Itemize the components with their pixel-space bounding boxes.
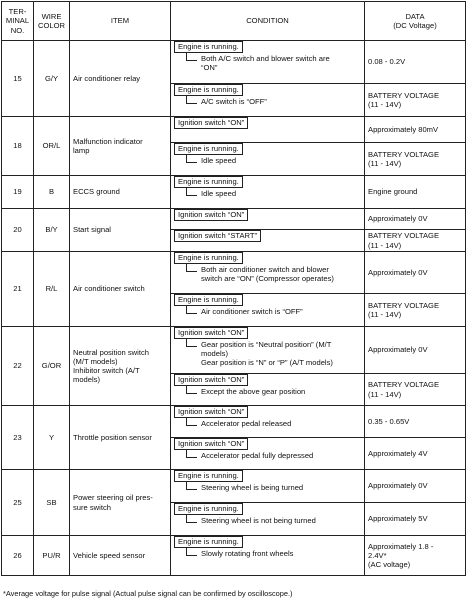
condition-cell <box>171 438 365 470</box>
data-value-cell <box>365 294 466 327</box>
condition-state <box>186 96 361 106</box>
wire-header-line: COLOR <box>37 21 65 30</box>
condition-state <box>186 53 361 72</box>
condition-control-box: Engine is running. <box>174 84 243 96</box>
condition-cell <box>171 470 365 503</box>
header-row <box>2 2 466 41</box>
terminal-header-line: TER- <box>8 7 27 17</box>
item-text-line: ECCS ground <box>73 187 120 197</box>
condition-state-text <box>201 515 361 525</box>
condition-control-box: Engine is running. <box>174 503 243 515</box>
item-text-line: (M/T models) <box>73 356 118 366</box>
terminal-number-cell: 15 <box>2 41 34 117</box>
item-text-line: Air conditioner switch <box>73 284 145 294</box>
terminal-number-cell: 23 <box>2 406 34 470</box>
data-value-cell <box>365 374 466 406</box>
item-cell <box>70 176 171 209</box>
wire-color-cell: Y <box>34 406 70 470</box>
state-text-line: Idle speed <box>201 189 237 198</box>
connector-bracket-icon <box>186 306 197 314</box>
data-value-line: BATTERY VOLTAGE <box>368 90 440 100</box>
wire-color-cell: G/OR <box>34 327 70 406</box>
data-header <box>365 2 466 41</box>
condition-cell <box>171 117 365 143</box>
condition-state-text <box>201 386 361 396</box>
condition-state-text <box>201 482 361 492</box>
wire-color-cell: R/L <box>34 252 70 327</box>
state-text-line: switch are “ON” (Compressor operates) <box>201 274 334 284</box>
data-value-line: BATTERY VOLTAGE <box>368 149 440 159</box>
condition-state-text <box>201 450 361 460</box>
connector-bracket-icon <box>186 339 197 347</box>
connector-bracket-icon <box>186 482 197 490</box>
table-row <box>2 41 466 84</box>
data-value-line: 0.08 - 0.2V <box>368 57 406 67</box>
data-value-line: Approximately 0V <box>368 481 428 491</box>
condition-header: CONDITION <box>171 2 365 41</box>
item-cell <box>70 41 171 117</box>
terminal-number-cell: 21 <box>2 252 34 327</box>
state-text-line: Idle speed <box>201 156 237 165</box>
condition-state-text <box>201 264 361 283</box>
table-row <box>2 209 466 230</box>
state-text-line: Both air conditioner switch and blower <box>201 265 329 274</box>
item-cell <box>70 470 171 536</box>
data-value-cell <box>365 230 466 252</box>
condition-control-box: Engine is running. <box>174 41 243 53</box>
data-value-cell <box>365 503 466 536</box>
condition-state-text <box>201 339 361 367</box>
item-text-line: lamp <box>73 146 90 155</box>
data-value-line: BATTERY VOLTAGE <box>368 231 440 241</box>
data-value-line: 2.4V* <box>368 550 387 560</box>
condition-state <box>186 450 361 460</box>
data-value-cell <box>365 470 466 503</box>
state-text-line: Accelerator pedal released <box>201 419 292 428</box>
item-text-line: Vehicle speed sensor <box>73 550 146 560</box>
data-value-line: Approximately 1.8 - <box>368 541 434 551</box>
data-value-cell <box>365 143 466 176</box>
data-value-line: Approximately 5V <box>368 514 428 524</box>
terminal-spec-table <box>1 1 466 576</box>
terminal-number-cell: 18 <box>2 117 34 176</box>
wire-color-header <box>34 2 70 41</box>
connector-bracket-icon <box>186 155 197 163</box>
condition-cell <box>171 374 365 406</box>
state-text-line: Gear position is “N” or “P” (A/T models) <box>201 358 333 368</box>
condition-control-box: Ignition switch “ON” <box>174 406 248 418</box>
condition-cell <box>171 252 365 294</box>
condition-state <box>186 482 361 492</box>
condition-state <box>186 155 361 165</box>
item-cell <box>70 327 171 406</box>
data-value-line: (AC voltage) <box>368 560 411 570</box>
connector-bracket-icon <box>186 386 197 394</box>
state-text-line: Except the above gear position <box>201 387 306 396</box>
terminal-number-cell: 20 <box>2 209 34 252</box>
data-value-cell <box>365 117 466 143</box>
table-row <box>2 470 466 503</box>
condition-control-box: Ignition switch “ON” <box>174 209 248 221</box>
item-text-line: Power steering oil pres- <box>73 493 153 503</box>
terminal-header-line: NO. <box>10 25 25 35</box>
item-text-line: Air conditioner relay <box>73 73 141 83</box>
item-text-line: sure switch <box>73 502 111 512</box>
condition-cell <box>171 536 365 576</box>
state-text-line: Slowly rotating front wheels <box>201 549 294 558</box>
table-row <box>2 536 466 576</box>
condition-state-text <box>201 418 361 428</box>
item-text-line: Throttle position sensor <box>73 432 152 442</box>
data-value-line: (11 - 14V) <box>368 159 402 168</box>
wire-color-cell: G/Y <box>34 41 70 117</box>
condition-cell <box>171 176 365 209</box>
terminal-number-cell: 26 <box>2 536 34 576</box>
condition-state-text <box>201 96 361 106</box>
item-text-line: Neutral position switch <box>73 347 149 357</box>
data-value-line: Approximately 0V <box>368 267 428 277</box>
item-text-line: Inhibitor switch (A/T <box>73 366 140 375</box>
item-cell <box>70 117 171 176</box>
condition-state <box>186 386 361 396</box>
connector-bracket-icon <box>186 188 197 196</box>
condition-control-box: Ignition switch “ON” <box>174 374 248 386</box>
state-text-line: Steering wheel is not being turned <box>201 516 316 525</box>
table-row <box>2 117 466 143</box>
table-row <box>2 406 466 438</box>
condition-cell <box>171 294 365 327</box>
data-value-cell <box>365 176 466 209</box>
wire-color-cell: SB <box>34 470 70 536</box>
data-value-line: (11 - 14V) <box>368 389 402 399</box>
condition-control-box: Engine is running. <box>174 176 243 188</box>
condition-state-text <box>201 188 361 198</box>
condition-cell <box>171 143 365 176</box>
condition-state <box>186 515 361 525</box>
wire-color-cell: OR/L <box>34 117 70 176</box>
wire-color-cell: PU/R <box>34 536 70 576</box>
state-text-line: “ON” <box>201 63 218 73</box>
state-text-line: Both A/C switch and blower switch are <box>201 54 330 63</box>
data-value-line: (11 - 14V) <box>368 310 402 319</box>
terminal-number-cell: 25 <box>2 470 34 536</box>
condition-cell <box>171 41 365 84</box>
wire-color-cell: B/Y <box>34 209 70 252</box>
condition-state-text <box>201 548 361 558</box>
data-value-cell <box>365 438 466 470</box>
condition-state <box>186 306 361 316</box>
condition-cell <box>171 230 365 252</box>
state-text-line: Accelerator pedal fully depressed <box>201 451 314 460</box>
data-value-cell <box>365 536 466 576</box>
data-value-line: Approximately 80mV <box>368 124 439 134</box>
data-value-line: BATTERY VOLTAGE <box>368 300 440 310</box>
state-text-line: Steering wheel is being turned <box>201 483 304 492</box>
condition-control-box: Ignition switch “ON” <box>174 117 248 129</box>
item-text-line: models) <box>73 375 101 385</box>
data-value-line: BATTERY VOLTAGE <box>368 380 440 390</box>
connector-bracket-icon <box>186 450 197 458</box>
condition-control-box: Ignition switch “ON” <box>174 327 248 339</box>
spec-table-body <box>2 41 466 576</box>
condition-state-text <box>201 306 361 316</box>
state-text-line: A/C switch is “OFF” <box>201 97 267 106</box>
data-value-line: 0.35 - 0.65V <box>368 416 410 426</box>
data-value-cell <box>365 406 466 438</box>
data-value-cell <box>365 327 466 374</box>
table-row <box>2 327 466 374</box>
data-value-line: Approximately 0V <box>368 214 428 224</box>
wire-color-cell: B <box>34 176 70 209</box>
data-value-line: (11 - 14V) <box>368 100 402 109</box>
connector-bracket-icon <box>186 264 197 272</box>
data-value-line: Engine ground <box>368 187 418 197</box>
state-text-line: models) <box>201 349 229 359</box>
terminal-header-line: MINAL <box>5 16 30 26</box>
data-header-line: DATA <box>405 11 425 21</box>
data-value-line: Approximately 0V <box>368 345 428 355</box>
footnote: *Average voltage for pulse signal (Actual pulse signal can be confirmed by oscilloscope.) <box>3 589 293 598</box>
condition-control-box: Engine is running. <box>174 143 243 155</box>
condition-cell <box>171 327 365 374</box>
item-header: ITEM <box>70 2 171 41</box>
condition-state <box>186 188 361 198</box>
condition-control-box: Engine is running. <box>174 536 243 548</box>
data-header-line: (DC Voltage) <box>393 21 437 30</box>
condition-control-box: Ignition switch “START” <box>174 230 261 242</box>
connector-bracket-icon <box>186 515 197 523</box>
data-value-cell <box>365 209 466 230</box>
table-row <box>2 252 466 294</box>
data-value-line: (11 - 14V) <box>368 240 402 250</box>
connector-bracket-icon <box>186 418 197 426</box>
item-text-line: Malfunction indicator <box>73 136 143 146</box>
condition-cell <box>171 503 365 536</box>
state-text-line: Air conditioner switch is “OFF” <box>201 307 303 316</box>
data-value-line: Approximately 4V <box>368 448 428 458</box>
connector-bracket-icon <box>186 96 197 104</box>
condition-state-text <box>201 53 361 72</box>
state-text-line: Gear position is “Neutral position” (M/T <box>201 340 332 349</box>
data-value-cell <box>365 84 466 117</box>
condition-cell <box>171 209 365 230</box>
data-value-cell <box>365 41 466 84</box>
wire-header-line: WIRE <box>41 11 62 21</box>
condition-cell <box>171 406 365 438</box>
connector-bracket-icon <box>186 53 197 61</box>
item-cell <box>70 252 171 327</box>
connector-bracket-icon <box>186 548 197 556</box>
condition-control-box: Engine is running. <box>174 470 243 482</box>
item-text-line: Start signal <box>73 225 111 235</box>
item-cell <box>70 406 171 470</box>
condition-state <box>186 418 361 428</box>
table-row <box>2 176 466 209</box>
terminal-number-cell: 22 <box>2 327 34 406</box>
condition-state <box>186 548 361 558</box>
terminal-number-cell: 19 <box>2 176 34 209</box>
condition-state <box>186 339 361 367</box>
condition-state <box>186 264 361 283</box>
terminal-no-header <box>2 2 34 41</box>
condition-state-text <box>201 155 361 165</box>
item-cell <box>70 536 171 576</box>
condition-control-box: Engine is running. <box>174 294 243 306</box>
condition-control-box: Ignition switch “ON” <box>174 438 248 450</box>
data-value-cell <box>365 252 466 294</box>
item-cell <box>70 209 171 252</box>
condition-control-box: Engine is running. <box>174 252 243 264</box>
condition-cell <box>171 84 365 117</box>
